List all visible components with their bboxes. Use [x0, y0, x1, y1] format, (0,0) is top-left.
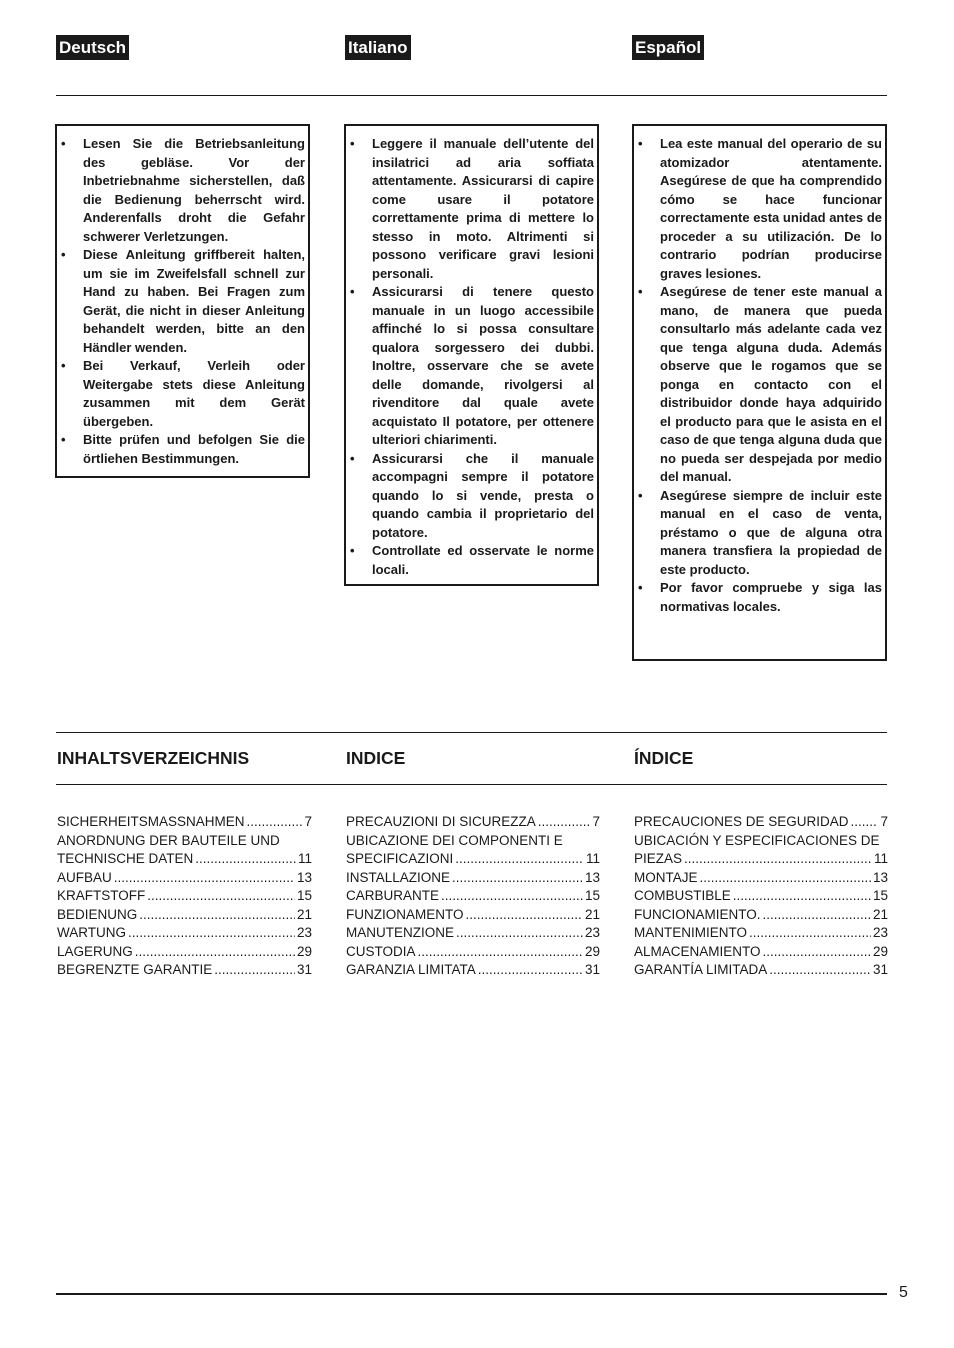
toc-entry-prefix: UBICAZIONE DEI COMPONENTI E: [346, 832, 563, 848]
header-italiano: Italiano: [345, 35, 411, 60]
toc-entry: [57, 887, 312, 906]
toc-entry-page: 13: [584, 869, 600, 885]
toc-entry: [57, 943, 312, 962]
toc-entry: [57, 961, 312, 980]
toc-entry-page: 7: [304, 814, 312, 829]
toc-entry-label: COMBUSTIBLE: [634, 888, 731, 903]
toc-entry-label: LAGERUNG: [57, 943, 133, 959]
toc-entry-label: CUSTODIA: [346, 943, 416, 959]
safety-item: [346, 135, 594, 283]
toc-entry-page: 7: [880, 814, 888, 829]
safety-item-text: Controllate ed osservate le norme locali.: [372, 543, 594, 577]
toc-entry: [634, 961, 888, 980]
toc-leader-dots: [128, 924, 295, 943]
safety-item: [346, 450, 594, 543]
toc-entry-page: 13: [872, 869, 888, 885]
toc-entry-page: 7: [592, 814, 600, 829]
toc-entry-label: FUNZIONAMENTO: [346, 906, 464, 922]
toc-entry-page: 29: [296, 943, 312, 959]
toc-entry-label: BEDIENUNG: [57, 906, 138, 922]
safety-item-text: Bitte prüfen und befolgen Sie die örtliehen Bestimmungen.: [83, 432, 305, 466]
toc-entry-page: 21: [872, 906, 888, 922]
toc-entry: [634, 832, 888, 869]
safety-item-text: Asegúrese siempre de incluir este manual en el caso de venta, préstamo o que de alguna otra manera transfiera la propiedad de este producto.: [660, 487, 882, 577]
toc-leader-dots: [418, 943, 583, 962]
safety-box-es: [632, 124, 887, 661]
bullet-icon: •: [350, 136, 355, 151]
toc-leader-dots: [733, 887, 871, 906]
toc-entry-page: 15: [872, 888, 888, 903]
header-deutsch: Deutsch: [56, 35, 129, 60]
toc-entry: [634, 887, 888, 906]
toc-top-divider: [56, 732, 887, 733]
toc-entry-label: PRECAUZIONI DI SICUREZZA: [346, 814, 536, 829]
toc-entry-page: 11: [873, 851, 888, 866]
toc-entry-label: MANUTENZIONE: [346, 925, 454, 940]
safety-item: [57, 431, 305, 468]
toc-entry-prefix: ANORDNUNG DER BAUTEILE UND: [57, 832, 280, 848]
safety-list-de: [57, 135, 305, 468]
safety-item: [57, 357, 305, 431]
safety-box-de: [55, 124, 310, 478]
toc-leader-dots: [700, 869, 871, 888]
safety-item-text: Lesen Sie die Betriebsanleitung des gebläse. Vor der Inbetriebnahme sicherstellen, daß die Bedienung beherrscht wird. Anderenfalls droht die Gefahr schwerer Verletzungen.: [83, 136, 305, 244]
bullet-icon: •: [61, 136, 66, 151]
bullet-icon: •: [350, 450, 355, 466]
toc-leader-dots: [195, 850, 296, 869]
toc-leader-dots: [538, 813, 591, 832]
safety-item-text: Por favor compruebe y siga las normativas locales.: [660, 580, 882, 614]
toc-leader-dots: [456, 924, 583, 943]
toc-entry-page: 23: [584, 925, 600, 940]
toc-entry-label: PIEZAS: [634, 851, 683, 866]
bullet-icon: •: [350, 284, 355, 299]
toc-title-de: INHALTSVERZEICHNIS: [57, 748, 250, 768]
toc-leader-dots: [478, 961, 583, 980]
toc-leader-dots: [147, 887, 295, 906]
toc-entry: [346, 906, 600, 925]
toc-entry-page: 31: [296, 962, 312, 977]
toc-leader-dots: [247, 813, 303, 832]
bullet-icon: •: [638, 580, 643, 595]
toc-entry-page: 31: [872, 962, 888, 977]
toc-entry: [346, 943, 600, 962]
safety-list-it: [346, 135, 594, 579]
safety-item-text: Bei Verkauf, Verleih oder Weitergabe stets diese Anleitung zusammen mit dem Gerät übergeben.: [83, 358, 305, 429]
toc-entry-label: ALMACENAMIENTO: [634, 943, 761, 959]
toc-entry: [346, 924, 600, 943]
toc-leader-dots: [851, 813, 879, 832]
bullet-icon: •: [638, 136, 643, 151]
toc-title-es: ÍNDICE: [634, 748, 694, 768]
safety-item-text: Assicurarsi che il manuale accompagni sempre il potatore quando lo si vende, presta o quando cambia il proprietario del potatore.: [372, 450, 594, 540]
toc-leader-dots: [452, 869, 583, 888]
toc-entry-page: 21: [296, 906, 312, 922]
toc-entry-label: INSTALLAZIONE: [346, 869, 451, 885]
toc-list-es: [634, 813, 888, 980]
safety-item-text: Diese Anleitung griffbereit halten, um sie im Zweifelsfall schnell zur Hand zu haben. Bei Fragen zum Gerät, die nicht in dieser Anleitung behandelt werden, bitte an den Händler wenden.: [83, 247, 305, 355]
safety-item-text: Lea este manual del operario de su atomizador atentamente. Asegúrese de que ha comprendido cómo se hace funcionar correctamente esta unidad antes de proceder a su utilización. De lo contrario podrían producirse graves lesiones.: [660, 136, 882, 281]
bullet-icon: •: [638, 487, 643, 503]
safety-item-text: Asegúrese de tener este manual a mano, de manera que pueda consultarlo más adelante cada vez que tenga alguna duda. Además observe que le rogamos que se ponga en contacto con el distribuidor donde haya adquirido el producto para que le asista en el caso de que tenga alguna duda que no pueda ser despejada por medio del manual.: [660, 284, 882, 484]
toc-title-it: INDICE: [346, 748, 406, 768]
toc-entry: [634, 906, 888, 925]
bullet-icon: •: [61, 358, 66, 373]
toc-leader-dots: [763, 906, 871, 925]
toc-entry: [57, 813, 312, 832]
toc-leader-dots: [114, 869, 295, 888]
toc-entry-label: GARANTÍA LIMITADA: [634, 962, 768, 977]
toc-entry: [346, 813, 600, 832]
toc-entry-label: TECHNISCHE DATEN: [57, 851, 194, 866]
toc-entry: [57, 832, 312, 869]
toc-entry: [634, 943, 888, 962]
toc-entry-page: 31: [584, 962, 600, 977]
toc-entry-page: 15: [296, 888, 312, 903]
toc-entry: [57, 924, 312, 943]
toc-entry-label: KRAFTSTOFF: [57, 888, 146, 903]
toc-leader-dots: [763, 943, 871, 962]
toc-entry-label: PRECAUCIONES DE SEGURIDAD: [634, 814, 849, 829]
toc-entry: [346, 961, 600, 980]
toc-entry: [57, 869, 312, 888]
toc-entry: [346, 832, 600, 869]
toc-leader-dots: [139, 906, 295, 925]
page-number: 5: [899, 1284, 908, 1301]
safety-item: [634, 487, 882, 580]
toc-entry-page: 23: [296, 925, 312, 940]
safety-item: [346, 283, 594, 450]
toc-entry-label: FUNCIONAMIENTO.: [634, 906, 761, 922]
safety-item: [634, 579, 882, 616]
safety-item: [634, 135, 882, 283]
toc-entry-label: WARTUNG: [57, 925, 126, 940]
bullet-icon: •: [350, 543, 355, 558]
safety-item: [634, 283, 882, 487]
toc-entry-page: 15: [584, 888, 600, 903]
toc-entry-label: GARANZIA LIMITATA: [346, 962, 476, 977]
toc-entry-label: SPECIFICAZIONI: [346, 851, 454, 866]
safety-item-text: Leggere il manuale dell’utente del insilatrici ad aria soffiata attentamente. Assicurarsi di capire come usare il potatore correttamente prima di mettere lo stesso in moto. Altrimenti si possono verificare gravi lesioni personali.: [372, 136, 594, 281]
toc-entry: [634, 813, 888, 832]
toc-leader-dots: [684, 850, 872, 869]
toc-bottom-divider: [56, 784, 887, 785]
toc-list-de: [57, 813, 312, 980]
toc-leader-dots: [135, 943, 295, 962]
toc-entry-page: 29: [584, 943, 600, 959]
toc-entry-label: CARBURANTE: [346, 888, 440, 903]
safety-list-es: [634, 135, 882, 616]
toc-entry-label: SICHERHEITSMASSNAHMEN: [57, 814, 245, 829]
toc-entry-page: 13: [296, 869, 312, 885]
toc-entry: [57, 906, 312, 925]
toc-entry-page: 11: [297, 851, 312, 866]
footer-divider: [56, 1293, 887, 1295]
safety-item: [57, 246, 305, 357]
toc-list-it: [346, 813, 600, 980]
toc-entry-page: 29: [872, 943, 888, 959]
toc-entry-prefix: UBICACIÓN Y ESPECIFICACIONES DE: [634, 832, 880, 848]
toc-leader-dots: [769, 961, 871, 980]
safety-box-it: [344, 124, 599, 586]
toc-entry: [634, 924, 888, 943]
toc-leader-dots: [455, 850, 584, 869]
toc-entry: [634, 869, 888, 888]
toc-entry: [346, 869, 600, 888]
header-espanol: Español: [632, 35, 704, 60]
toc-entry-label: MONTAJE: [634, 869, 698, 885]
bullet-icon: •: [61, 247, 66, 262]
safety-item-text: Assicurarsi di tenere questo manuale in un luogo accessibile affinché lo si possa consultare qualora sorgessero dei dubbi. Inoltre, osservare che se avete delle domande, rivolgersi al rivenditore dal quale avete acquistato Il potatore, per ottenere ulteriori chiarimenti.: [372, 284, 594, 447]
toc-entry-label: AUFBAU: [57, 869, 112, 885]
toc-entry-page: 23: [872, 925, 888, 940]
toc-entry-page: 11: [585, 851, 600, 866]
toc-entry-page: 21: [584, 906, 600, 922]
toc-leader-dots: [441, 887, 583, 906]
toc-leader-dots: [214, 961, 295, 980]
header-divider: [56, 95, 887, 96]
bullet-icon: •: [638, 284, 643, 299]
toc-entry-label: MANTENIMIENTO: [634, 925, 748, 940]
toc-leader-dots: [466, 906, 583, 925]
safety-item: [346, 542, 594, 579]
toc-entry-label: BEGRENZTE GARANTIE: [57, 962, 213, 977]
safety-item: [57, 135, 305, 246]
toc-leader-dots: [749, 924, 871, 943]
toc-entry: [346, 887, 600, 906]
bullet-icon: •: [61, 432, 66, 447]
